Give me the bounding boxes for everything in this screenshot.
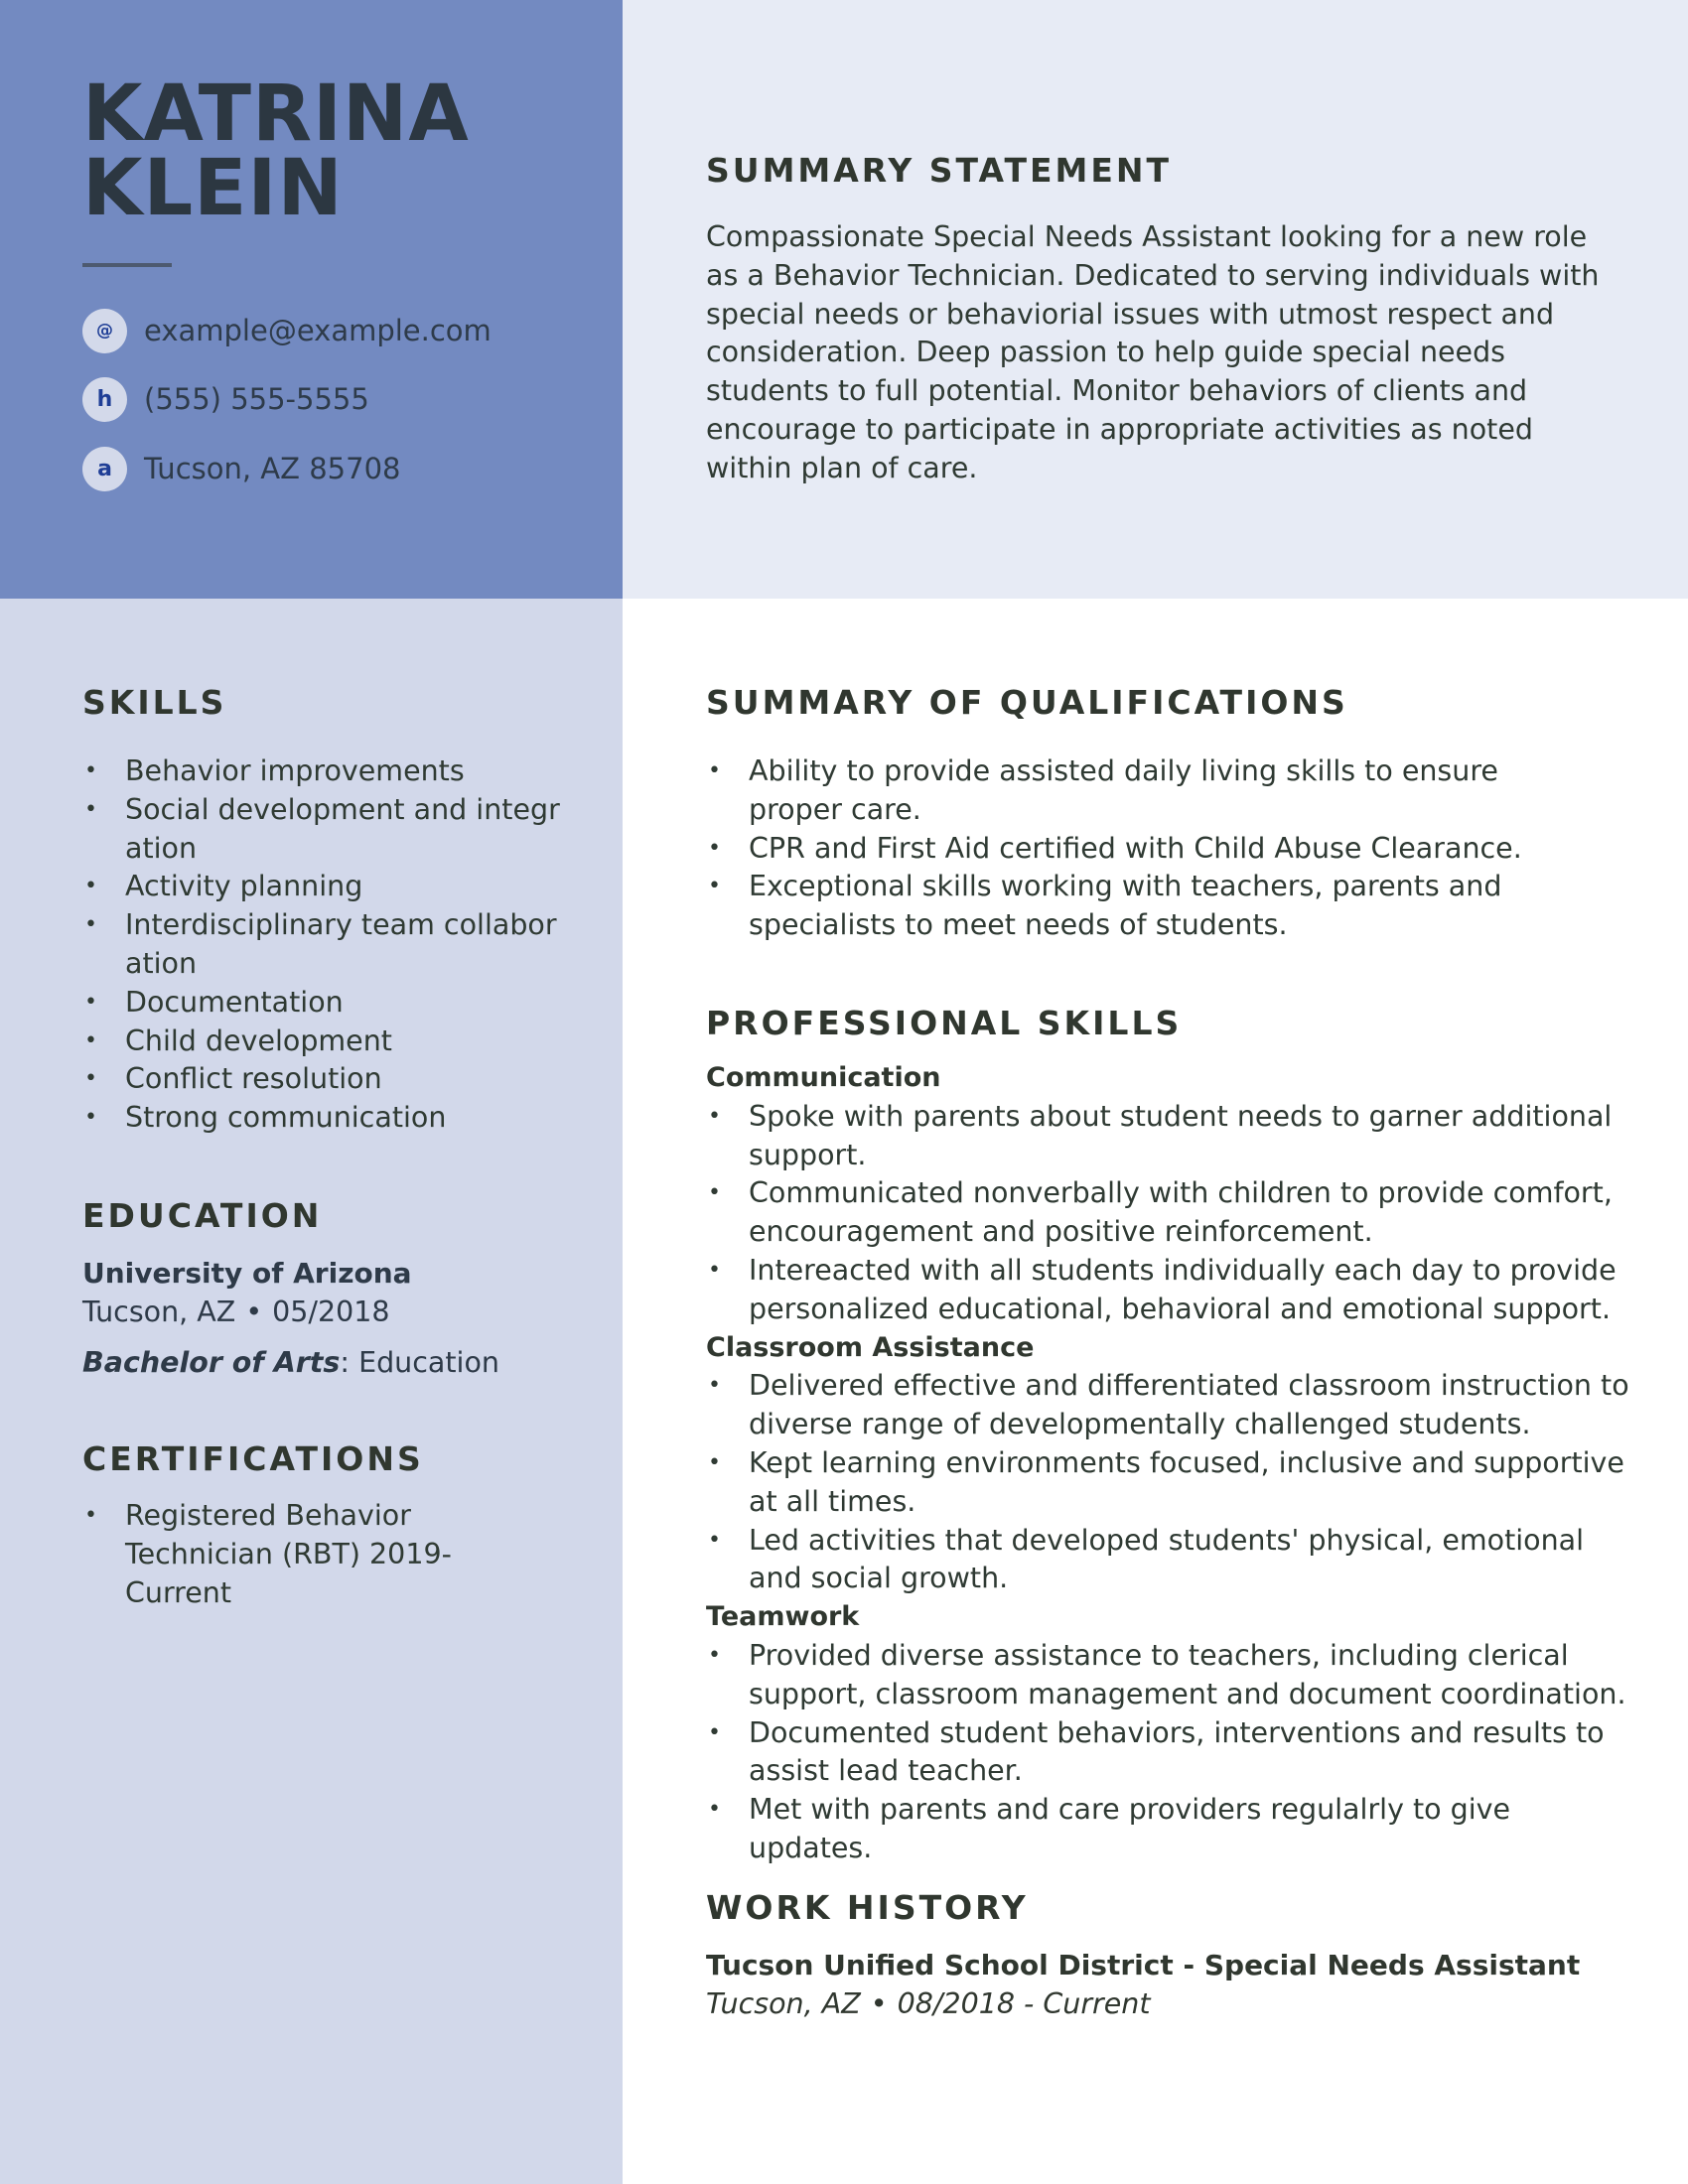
address-text: Tucson, AZ 85708 [144, 452, 401, 485]
bullet: • [84, 758, 97, 783]
bullet: • [708, 1257, 721, 1283]
summary-heading: SUMMARY STATEMENT [706, 151, 1173, 190]
professional-skill-item [706, 1522, 1629, 1599]
bullet: • [708, 874, 721, 899]
certification-item [82, 1497, 519, 1612]
name-divider [82, 263, 172, 267]
summary-section [706, 151, 1629, 488]
skill-item-text: Social development and integration [125, 792, 560, 865]
bullet: • [708, 1719, 721, 1745]
job-title: Tucson Unified School District - Special Needs Assistant [706, 1949, 1581, 1981]
bullet: • [708, 835, 721, 861]
skill-item-text: Child development [125, 1024, 392, 1057]
professional-skill-item [706, 1098, 1629, 1175]
bullet: • [84, 912, 97, 938]
bullet: • [708, 1180, 721, 1206]
bullet: • [84, 1105, 97, 1131]
bullet: • [708, 1797, 721, 1823]
certification-text: Registered Behavior Technician (RBT) 2019-Current [125, 1499, 452, 1609]
bullet: • [708, 758, 721, 783]
professional-skills-groups [706, 1059, 1629, 1868]
work-history-heading: WORK HISTORY [706, 1888, 1029, 1927]
work-history-section [706, 1888, 1629, 2023]
education-date: 05/2018 [272, 1296, 390, 1328]
education-location: Tucson, AZ [82, 1296, 236, 1328]
phone-text[interactable]: (555) 555-5555 [144, 382, 369, 416]
separator-dot: • [245, 1296, 263, 1328]
bullet: • [708, 1642, 721, 1668]
bullet: • [84, 796, 97, 822]
professional-skill-item [706, 1174, 1629, 1252]
skill-item [82, 752, 569, 791]
professional-skill-item-text: Communicated nonverbally with children to provide comfort, encouragement and positive reinforcement. [749, 1176, 1613, 1249]
qualification-item [706, 830, 1580, 869]
education-heading: EDUCATION [82, 1196, 323, 1235]
education-degree-line [82, 1343, 599, 1382]
skills-list [82, 752, 569, 1138]
qualification-item-text: Ability to provide assisted daily living skills to ensure proper care. [749, 754, 1498, 826]
skill-group-title: Classroom Assistance [706, 1331, 1035, 1363]
skill-item-text: Strong communication [125, 1101, 447, 1135]
bullet: • [84, 1066, 97, 1092]
professional-skill-item-text: Provided diverse assistance to teachers, including clerical support, classroom management and document coordination. [749, 1638, 1626, 1710]
professional-skills-heading: PROFESSIONAL SKILLS [706, 1004, 1183, 1042]
professional-skill-item-text: Spoke with parents about student needs to garner additional support. [749, 1099, 1613, 1171]
certifications-section [82, 1439, 599, 1612]
professional-skill-item [706, 1252, 1629, 1329]
certifications-list [82, 1497, 519, 1612]
separator-dot: • [870, 1987, 888, 2020]
bullet: • [708, 1103, 721, 1129]
job-dates: 08/2018 - Current [897, 1987, 1151, 2020]
skill-item-text: Documentation [125, 985, 344, 1019]
skill-item [82, 868, 569, 906]
bullet: • [708, 1527, 721, 1553]
skills-section [82, 683, 599, 1138]
summary-text: Compassionate Special Needs Assistant looking for a new role as a Behavior Technician. Dedicated to serving individuals with special needs or behaviorial issues with utmost respect and consideration. Deep passion to help guide special needs students to full potential. Monitor behaviors of clients and encourage to participate in appropriate activities as noted within plan of care. [706, 220, 1600, 484]
skills-heading: SKILLS [82, 683, 227, 722]
bullet: • [84, 874, 97, 899]
certifications-heading: CERTIFICATIONS [82, 1439, 424, 1478]
skill-item [82, 1023, 569, 1061]
qualifications-section [706, 683, 1629, 945]
email-text[interactable]: example@example.com [144, 314, 492, 347]
qualification-item [706, 868, 1580, 945]
skill-item-text: Conflict resolution [125, 1062, 382, 1096]
skill-group-list [706, 1367, 1629, 1598]
skill-item [82, 1060, 569, 1099]
qualification-item-text: CPR and First Aid certified with Child Abuse Clearance. [749, 831, 1522, 865]
skill-group-list [706, 1098, 1629, 1329]
email-icon: @ [82, 309, 127, 353]
bullet: • [84, 989, 97, 1015]
qualifications-heading: SUMMARY OF QUALIFICATIONS [706, 683, 1348, 722]
skill-item [82, 791, 569, 869]
skill-item-text: Behavior improvements [125, 754, 465, 787]
skill-group [706, 1598, 1629, 1868]
last-name: KLEIN [82, 144, 344, 233]
professional-skill-item [706, 1367, 1629, 1444]
job-location: Tucson, AZ [706, 1987, 861, 2020]
education-meta [82, 1293, 599, 1331]
skill-group-title: Teamwork [706, 1601, 860, 1633]
bullet: • [84, 1503, 97, 1528]
professional-skill-item [706, 1714, 1629, 1792]
contact-address [82, 446, 599, 491]
candidate-name [82, 69, 599, 233]
qualifications-list [706, 752, 1580, 945]
skill-item-text: Activity planning [125, 870, 363, 903]
education-degree: Bachelor of Arts [82, 1346, 341, 1379]
professional-skill-item-text: Met with parents and care providers regulalrly to give updates. [749, 1793, 1511, 1864]
education-section [82, 1196, 599, 1382]
professional-skill-item-text: Delivered effective and differentiated classroom instruction to diverse range of developmentally challenged students. [749, 1369, 1629, 1441]
professional-skills-section [706, 1004, 1629, 1868]
skill-group [706, 1059, 1629, 1329]
professional-skill-item-text: Led activities that developed students' physical, emotional and social growth. [749, 1523, 1585, 1595]
qualification-item [706, 752, 1580, 830]
professional-skill-item [706, 1637, 1629, 1714]
bullet: • [708, 1449, 721, 1475]
professional-skill-item-text: Intereacted with all students individually each day to provide personalized educational, behavioral and emotional support. [749, 1253, 1617, 1325]
contact-phone [82, 376, 599, 422]
professional-skill-item [706, 1791, 1629, 1868]
contact-email [82, 308, 599, 353]
skill-item [82, 984, 569, 1023]
skill-item [82, 906, 569, 984]
address-icon: a [82, 447, 127, 491]
skill-group-list [706, 1637, 1629, 1868]
skill-item [82, 1099, 569, 1138]
bullet: • [708, 1373, 721, 1399]
education-school: University of Arizona [82, 1257, 412, 1290]
professional-skill-item-text: Documented student behaviors, interventions and results to assist lead teacher. [749, 1715, 1605, 1788]
education-field: : Education [340, 1346, 499, 1379]
first-name: KATRINA [82, 69, 470, 159]
skill-group [706, 1329, 1629, 1599]
job-meta [706, 1984, 1629, 2023]
qualification-item-text: Exceptional skills working with teachers, parents and specialists to meet needs of students. [749, 870, 1502, 942]
phone-icon: h [82, 377, 127, 422]
skill-group-title: Communication [706, 1062, 941, 1093]
skill-item-text: Interdisciplinary team collaboration [125, 908, 557, 980]
professional-skill-item-text: Kept learning environments focused, inclusive and supportive at all times. [749, 1445, 1624, 1518]
professional-skill-item [706, 1444, 1629, 1522]
bullet: • [84, 1027, 97, 1053]
